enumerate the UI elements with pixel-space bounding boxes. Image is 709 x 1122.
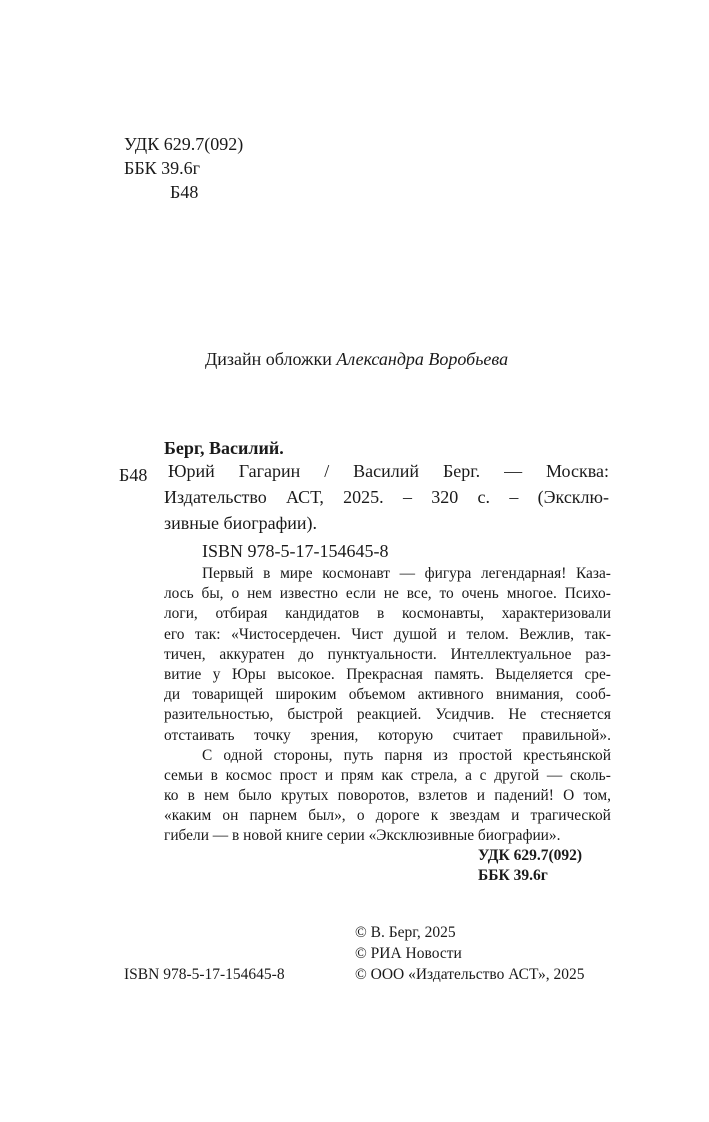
annotation-line: отстаивать точку зрения, которую считает правильной».	[164, 726, 611, 744]
copyright-line: © ООО «Издательство АСТ», 2025	[355, 966, 585, 983]
bbk-code: ББК 39.6г	[124, 158, 201, 178]
cover-design-credit	[205, 347, 508, 371]
annotation-line: тичен, аккуратен до пунктуальности. Интеллектуальное раз-	[164, 645, 611, 663]
annotation-line: ди товарищей широким объемом активного внимания, сооб-	[164, 686, 611, 704]
cover-design-label: Дизайн обложки	[205, 349, 332, 369]
annotation-line: лось бы, о нем известно если не все, то очень многое. Психо-	[164, 585, 611, 603]
annotation-line: разительностью, быстрой реакцией. Усидчив. Не стесняется	[164, 706, 611, 724]
description-line: Издательство АСТ, 2025. – 320 с. – (Эксклю-	[164, 487, 609, 507]
annotation-line: гибели — в новой книге серии «Эксклюзивные биографии».	[164, 827, 561, 845]
annotation-line: С одной стороны, путь парня из простой крестьянской	[202, 746, 611, 764]
copyright-line: © В. Берг, 2025	[355, 924, 456, 941]
annotation-line: логи, отбирая кандидатов в космонавты, характеризовали	[164, 605, 611, 623]
author-index-top: Б48	[170, 182, 199, 202]
annotation-line: его так: «Чистосердечен. Чист душой и телом. Вежлив, так-	[164, 625, 611, 643]
description-line: зивные биографии).	[164, 513, 318, 533]
copyright-line: © РИА Новости	[355, 945, 462, 962]
isbn-bottom: ISBN 978-5-17-154645-8	[124, 966, 285, 983]
annotation-line: семьи в космос прост и прям как стрела, а с другой — сколь-	[164, 766, 611, 784]
description-line: Юрий Гагарин / Василий Берг. — Москва:	[168, 461, 609, 481]
copyright-block	[355, 922, 585, 985]
annotation-line: ко в нем было крутых поворотов, взлетов и падений! О том,	[164, 787, 611, 805]
annotation	[164, 564, 611, 847]
annotation-line: Первый в мире космонавт — фигура легендарная! Каза-	[202, 565, 611, 582]
bibliographic-description	[164, 458, 609, 536]
isbn-record: ISBN 978-5-17-154645-8	[202, 541, 389, 561]
annotation-line: витие у Юры высокое. Прекрасная память. Выделяется сре-	[164, 665, 611, 683]
udk-code: УДК 629.7(092)	[124, 134, 244, 154]
author-index-record: Б48	[119, 465, 148, 485]
cover-designer-name: Александра Воробьева	[336, 349, 509, 369]
classification-block-bottom	[478, 846, 582, 886]
author-heading: Берг, Василий.	[164, 438, 284, 458]
classification-block-top	[124, 132, 243, 180]
udk-code-bottom: УДК 629.7(092)	[478, 847, 583, 864]
bbk-code-bottom: ББК 39.6г	[478, 867, 548, 884]
annotation-line: «каким он парнем был», о дороге к звездам и трагической	[164, 807, 611, 825]
